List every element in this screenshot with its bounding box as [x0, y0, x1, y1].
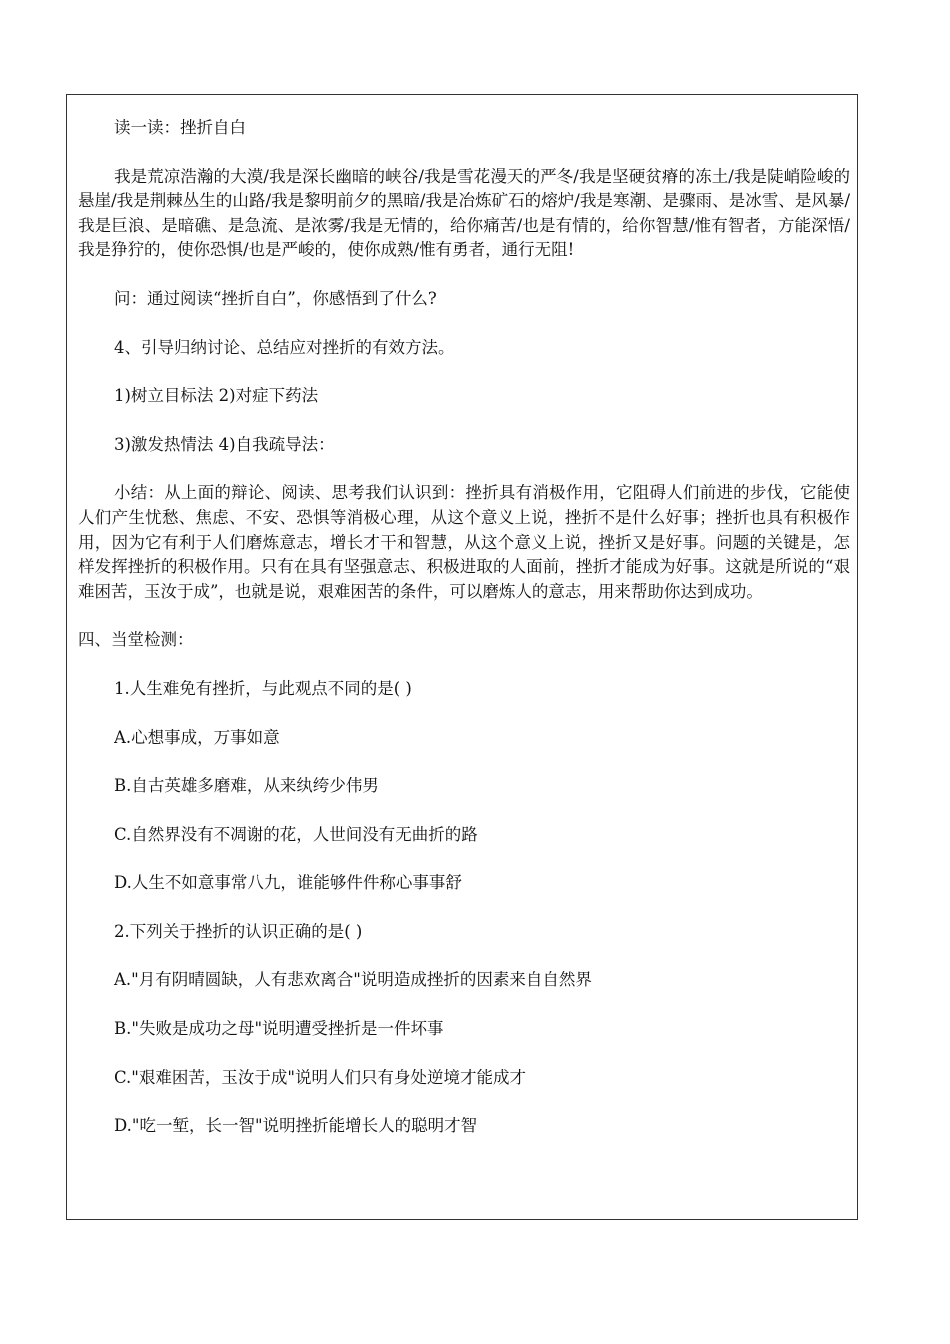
q2-option-a: A."月有阴晴圆缺，人有悲欢离合"说明造成挫折的因素来自自然界	[114, 970, 592, 990]
q2-option-d: D."吃一堑，长一智"说明挫折能增长人的聪明才智	[114, 1116, 478, 1136]
q1-option-b: B.自古英雄多磨难，从来纨绔少伟男	[114, 776, 379, 796]
section-4-title: 四、当堂检测：	[78, 630, 194, 650]
q1-option-a: A.心想事成，万事如意	[114, 727, 280, 747]
summary-paragraph: 小结：从上面的辩论、阅读、思考我们认识到：挫折具有消极作用，它阻碍人们前进的步伐，它能使人们产生忧愁、焦虑、不安、恐惧等消极心理，从这个意义上说，挫折不是什么好事；挫折也具有积极作用，因为它有利于人们磨炼意志，增长才干和智慧，从这个意义上说，挫折又是好事。问题的关键是，怎样发挥挫折的积极作用。只有在具有坚强意志、积极进取的人面前，挫折才能成为好事。这就是所说的“艰难困苦，玉汝于成”，也就是说，艰难困苦的条件，可以磨炼人的意志，用来帮助你达到成功。	[78, 483, 850, 601]
step-4-line: 4、引导归纳讨论、总结应对挫折的有效方法。	[114, 337, 455, 357]
q1-option-d: D.人生不如意事常八九，谁能够件件称心事事舒	[114, 873, 462, 893]
document-body	[78, 116, 850, 1139]
read-title: 读一读：挫折自白	[114, 118, 246, 137]
methods-line-1: 1)树立目标法 2)对症下药法	[114, 386, 319, 406]
q1-stem: 1.人生难免有挫折，与此观点不同的是( )	[114, 678, 412, 698]
question-line: 问：通过阅读“挫折自白”，你感悟到了什么?	[114, 288, 437, 308]
q1-option-c: C.自然界没有不凋谢的花，人世间没有无曲折的路	[114, 824, 478, 844]
methods-line-2: 3)激发热情法 4)自我疏导法：	[114, 434, 335, 454]
q2-option-b: B."失败是成功之母"说明遭受挫折是一件坏事	[114, 1019, 444, 1039]
q2-stem: 2.下列关于挫折的认识正确的是( )	[114, 921, 363, 941]
passage-paragraph: 我是荒凉浩瀚的大漠/我是深长幽暗的峡谷/我是雪花漫天的严冬/我是坚硬贫瘠的冻土/我是陡峭险峻的悬崖/我是荆棘丛生的山路/我是黎明前夕的黑暗/我是冶炼矿石的熔炉/我是寒潮、是骤雨、是冰雪、是风暴/我是巨浪、是暗礁、是急流、是浓雾/我是无情的，给你痛苦/也是有情的，给你智慧/惟有智者，方能深悟/我是狰狞的，使你恐惧/也是严峻的，使你成熟/惟有勇者，通行无阻!	[78, 166, 850, 260]
q2-option-c: C."艰难困苦，玉汝于成"说明人们只有身处逆境才能成才	[114, 1067, 526, 1087]
